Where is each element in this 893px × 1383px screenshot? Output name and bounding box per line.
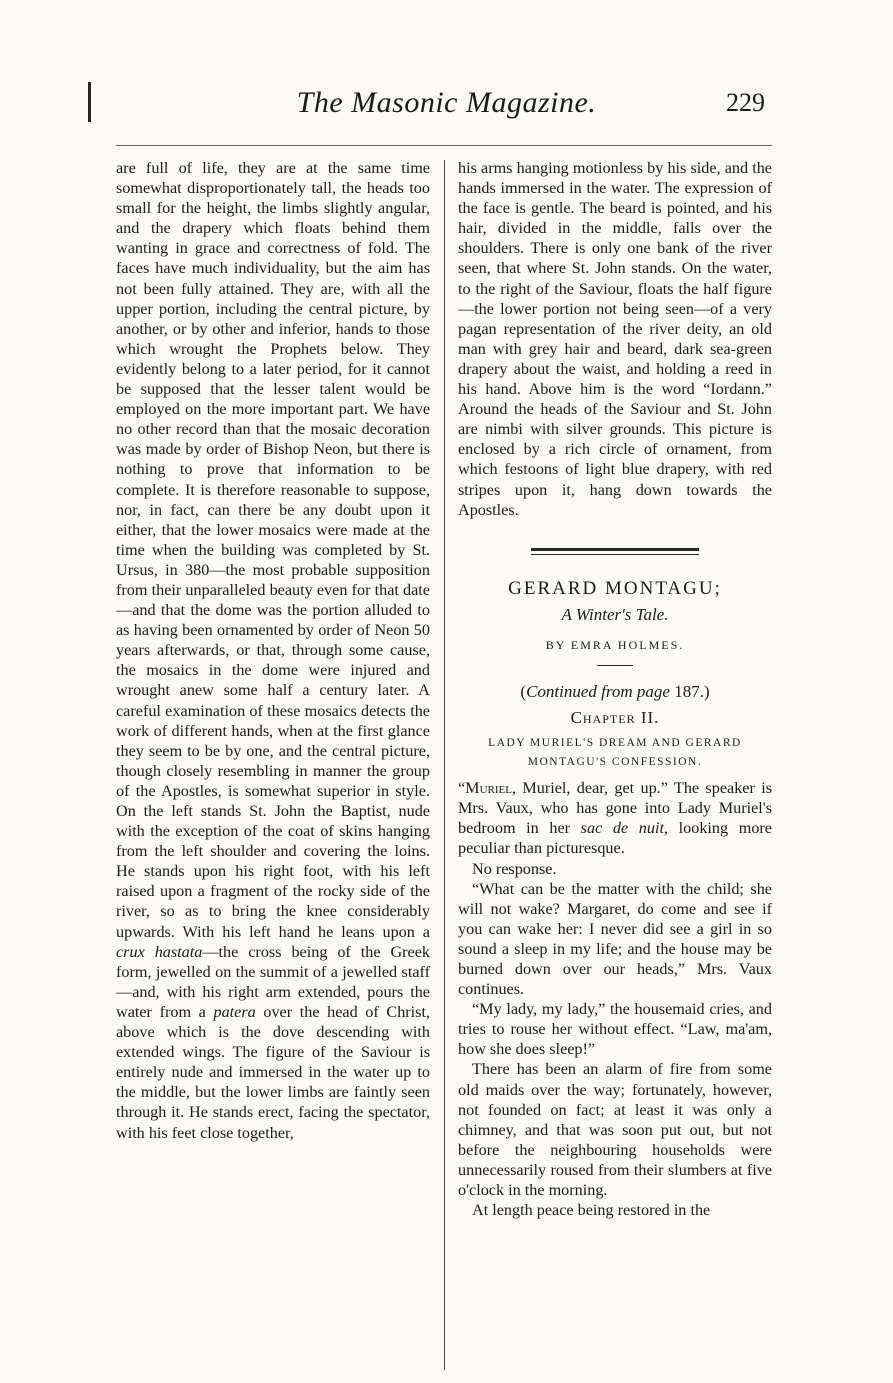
right-column: [458, 158, 772, 1220]
crux-hastata-term: crux hastata: [116, 942, 203, 961]
left-paragraph: [116, 158, 430, 1143]
patera-term: patera: [213, 1002, 256, 1021]
continued-note: (Continued from page 187.): [520, 681, 710, 701]
chapter-heading: LADY MURIEL'S DREAM AND GERARD MONTAGU'S CONFESSION.: [488, 737, 742, 769]
story-paragraph: No response.: [472, 859, 557, 878]
left-text: are full of life, they are at the same time somewhat disproportionately tall, the heads too small for the height, the limbs slightly angular, and the drapery which floats behind them wanting in grace and correctness of fold. The faces have much individuality, but the aim has not been fully attained. They are, with all the upper portion, including the central picture, by another, or by other and inferior, hands to those which wrought the Prophets below. They evidently belong to a later period, for it cannot be supposed that the lesser talent would be employed on the more important part. We have no other record than that the mosaic decoration was made by order of Bishop Neon, but there is nothing to prove that information to be complete. It is therefore reasonable to suppose, nor, in fact, can there be any doubt upon it either, that the lower mosaics were made at the time when the building was completed by St. Ursus, in 380—the most probable supposition from their unparalleled beauty even for that date—and that the dome was the portion alluded to as having been ornamented by order of Neon 50 years afterwards, or that, through some cause, the mosaics in the dome were injured and wrought anew some half a century later. A careful examination of these mosaics detects the work of different hands, when at the first glance they seem to be by one, and the central picture, though closely resembling in manner the group of the Apostles, is somewhat superior in style. On the left stands St. John the Baptist, nude with the exception of the coat of skins hanging from the left shoulder and covering the loins. He stands upon his right foot, with his left raised upon a fragment of the rocky side of the river, so as to bring the knee considerably upwards. With his left hand he leans upon a: [116, 159, 430, 941]
short-divider: [597, 665, 633, 666]
story-paragraph: “My lady, my lady,” the housemaid cries, and tries to rouse her without effect. “Law, ma'am, how she does sleep!”: [458, 1000, 772, 1059]
left-text-continued: —the cross being of the Greek form, jewelled on the summit of a jewelled staff—and, with his right arm extended, pours the water from a: [116, 942, 430, 1021]
byline: BY EMRA HOLMES.: [545, 637, 685, 652]
story-subtitle: A Winter's Tale.: [561, 604, 669, 624]
left-text-ending: over the head of Christ, above which is the dove descending with extended wings. The figure of the Saviour is entirely nude and immersed in the water up to the middle, but the lower limbs are faintly seen through it. He stands erect, facing the spectator, with his feet close together,: [116, 1002, 431, 1142]
running-head: [0, 86, 893, 126]
story-title: GERARD MONTAGU;: [508, 577, 722, 599]
magazine-title: The Masonic Magazine.: [296, 86, 597, 119]
story-paragraph: “What can be the matter with the child; she will not wake? Margaret, do come and see if you can wake her: I never did see a girl in so sound a sleep in my life; and the house may be burned down over our heads,” Mrs. Vaux continues.: [458, 879, 772, 999]
chapter-number: Chapter II.: [570, 708, 660, 728]
page-number: 229: [726, 88, 765, 117]
story-paragraph: At length peace being restored in the: [472, 1201, 711, 1220]
story-paragraph: There has been an alarm of fire from some old maids over the way; fortunately, however, not founded on fact; at least it was only a chimney, and that was soon put out, but not before the neighbouring households were unnecessarily roused from their slumbers at five o'clock in the morning.: [458, 1060, 772, 1200]
right-intro-paragraph: his arms hanging motionless by his side, and the hands immersed in the water. The expression of the face is gentle. The beard is pointed, and his hair, divided in the middle, falls over the shoulders. There is only one bank of the river seen, that where St. John stands. On the water, to the right of the Saviour, floats the half figure—the lower portion not being seen—of a very pagan representation of the river deity, an old man with grey hair and beard, dark sea-green drapery about the waist, and holding a reed in his hand. Above him is the word “Iordann.” Around the heads of the Saviour and St. John are nimbi with silver grounds. This picture is enclosed by a rich circle of ornament, from which festoons of light blue drapery, with red stripes upon it, hang down towards the Apostles.: [458, 159, 772, 519]
story-paragraph: “Muriel, Muriel, dear, get up.” The speaker is Mrs. Vaux, who has gone into Lady Muriel's bedroom in her sac de nuit, looking more peculiar than picturesque.: [458, 779, 772, 858]
section-divider: [531, 548, 699, 555]
left-column: [116, 158, 430, 1143]
column-divider: [444, 160, 445, 1370]
header-rule: [116, 145, 772, 146]
